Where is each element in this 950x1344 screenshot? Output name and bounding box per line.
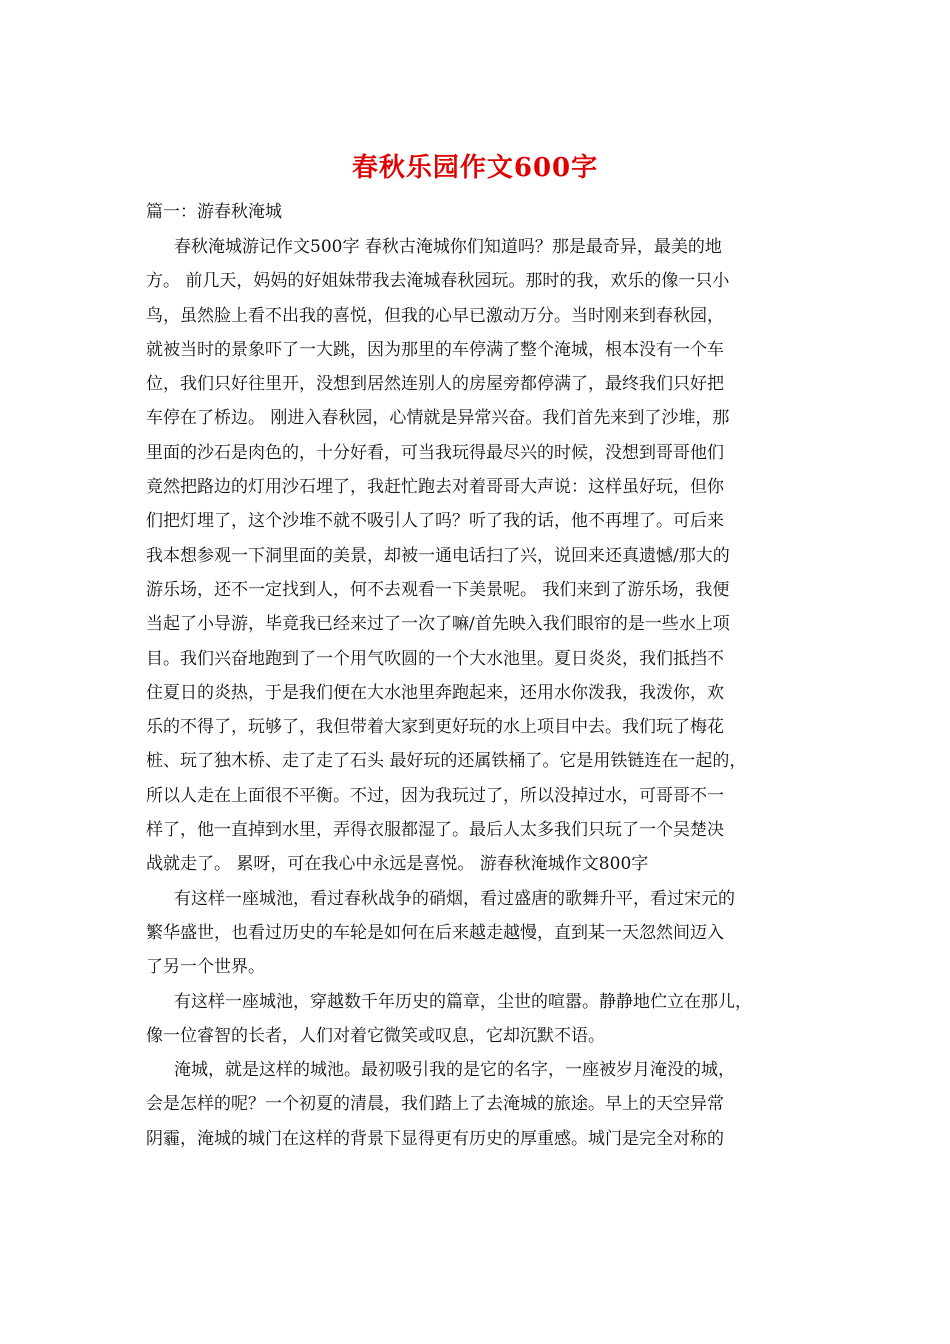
document-title: 春秋乐园作文600字 [351, 153, 599, 183]
text-line: 方。 前几天，妈妈的好姐妹带我去淹城春秋园玩。那时的我，欢乐的像一只小 [146, 271, 730, 292]
text-line: 里面的沙石是肉色的，十分好看，可当我玩得最尽兴的时候，没想到哥哥他们 [146, 442, 724, 463]
text-line: 乐的不得了，玩够了，我但带着大家到更好玩的水上项目中去。我们玩了梅花 [146, 717, 724, 738]
section-heading: 篇一：游春秋淹城 [146, 202, 282, 222]
text-line: 桩、玩了独木桥、走了走了石头 最好玩的还属铁桶了。它是用铁链连在一起的， [146, 751, 747, 772]
text-line: 目。我们兴奋地跑到了一个用气吹圆的一个大水池里。夏日炎炎，我们抵挡不 [146, 648, 724, 669]
text-line: 像一位睿智的长者，人们对着它微笑或叹息，它却沉默不语。 [146, 1025, 605, 1046]
text-line: 战就走了。 累呀，可在我心中永远是喜悦。 游春秋淹城作文800字 [146, 854, 649, 875]
text-line: 游乐场，还不一定找到人，何不去观看一下美景呢。 我们来到了游乐场，我便 [146, 579, 730, 600]
text-line: 所以人走在上面很不平衡。不过，因为我玩过了，所以没掉过水，可哥哥不一 [146, 785, 724, 806]
text-line: 竟然把路边的灯用沙石埋了，我赶忙跑去对着哥哥大声说：这样虽好玩，但你 [146, 477, 724, 498]
text-line: 淹城，就是这样的城池。最初吸引我的是它的名字，一座被岁月淹没的城， [174, 1060, 735, 1081]
text-line: 鸟，虽然脸上看不出我的喜悦，但我的心早已激动万分。当时刚来到春秋园， [146, 305, 724, 326]
text-line: 阴霾，淹城的城门在这样的背景下显得更有历史的厚重感。城门是完全对称的 [146, 1128, 724, 1149]
text-line: 会是怎样的呢？一个初夏的清晨，我们踏上了去淹城的旅途。早上的天空异常 [146, 1094, 724, 1115]
text-line: 我本想参观一下洞里面的美景，却被一通电话扫了兴，说回来还真遗憾/那大的 [146, 545, 730, 566]
text-line: 样了，他一直掉到水里，弄得衣服都湿了。最后人太多我们只玩了一个吴楚决 [146, 820, 724, 841]
text-line: 就被当时的景象吓了一大跳，因为那里的车停满了整个淹城，根本没有一个车 [146, 339, 724, 360]
text-line: 车停在了桥边。 刚进入春秋园，心情就是异常兴奋。我们首先来到了沙堆，那 [146, 408, 730, 429]
text-line: 位，我们只好往里开，没想到居然连别人的房屋旁都停满了，最终我们只好把 [146, 374, 724, 395]
text-line: 春秋淹城游记作文500字 春秋古淹城你们知道吗？那是最奇异，最美的地 [174, 237, 722, 257]
text-line: 住夏日的炎热，于是我们便在大水池里奔跑起来，还用水你泼我，我泼你，欢 [146, 682, 724, 703]
text-line: 们把灯埋了，这个沙堆不就不吸引人了吗？听了我的话，他不再埋了。可后来 [146, 511, 724, 532]
document-body [146, 230, 816, 1156]
text-line: 有这样一座城池，看过春秋战争的硝烟，看过盛唐的歌舞升平，看过宋元的 [174, 888, 735, 909]
text-line: 有这样一座城池，穿越数千年历史的篇章，尘世的喧嚣。静静地伫立在那儿， [174, 991, 752, 1012]
text-line: 繁华盛世，也看过历史的车轮是如何在后来越走越慢，直到某一天忽然间迈入 [146, 922, 724, 943]
text-line: 当起了小导游，毕竟我已经来过了一次了嘛/首先映入我们眼帘的是一些水上项 [146, 614, 730, 635]
text-line: 了另一个世界。 [146, 957, 265, 978]
